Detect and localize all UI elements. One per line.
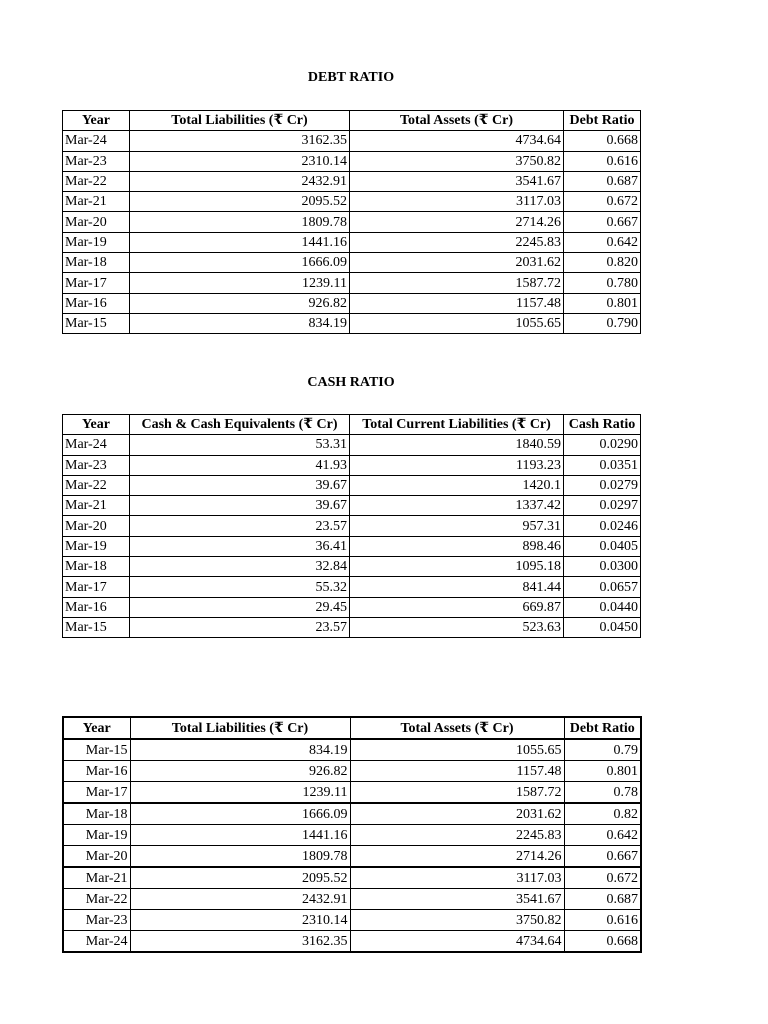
cell-year: Mar-17 [63, 782, 130, 804]
cell-col2: 32.84 [130, 557, 350, 577]
cell-year: Mar-24 [63, 931, 130, 953]
table-row [63, 577, 641, 597]
table-header-row [63, 415, 641, 435]
cell-year: Mar-22 [63, 889, 130, 910]
cell-col3: 1587.72 [350, 273, 564, 293]
cell-col3: 898.46 [350, 536, 564, 556]
header-total-assets: Total Assets (₹ Cr) [350, 717, 564, 739]
cell-col2: 53.31 [130, 435, 350, 455]
table-row [63, 171, 641, 191]
cell-col3: 1193.23 [350, 455, 564, 475]
cell-col2: 2095.52 [130, 867, 350, 889]
cell-col3: 1587.72 [350, 782, 564, 804]
cell-ratio: 0.687 [564, 171, 641, 191]
cell-col3: 3750.82 [350, 910, 564, 931]
cell-col2: 29.45 [130, 597, 350, 617]
cell-year: Mar-23 [63, 151, 130, 171]
cell-col2: 39.67 [130, 496, 350, 516]
cell-col3: 1337.42 [350, 496, 564, 516]
cell-year: Mar-16 [63, 761, 130, 782]
cell-col2: 2310.14 [130, 910, 350, 931]
cell-ratio: 0.0657 [564, 577, 641, 597]
header-cash-equivalents: Cash & Cash Equivalents (₹ Cr) [130, 415, 350, 435]
cell-ratio: 0.780 [564, 273, 641, 293]
cell-col3: 1157.48 [350, 761, 564, 782]
header-debt-ratio: Debt Ratio [564, 717, 641, 739]
cell-ratio: 0.0297 [564, 496, 641, 516]
cell-year: Mar-15 [63, 617, 130, 637]
cell-ratio: 0.668 [564, 131, 641, 151]
cell-ratio: 0.801 [564, 293, 641, 313]
cell-col3: 2031.62 [350, 803, 564, 825]
cell-ratio: 0.642 [564, 232, 641, 252]
cell-col2: 2432.91 [130, 171, 350, 191]
table-row [63, 846, 641, 868]
cell-col3: 2714.26 [350, 212, 564, 232]
header-total-liabilities: Total Liabilities (₹ Cr) [130, 111, 350, 131]
cell-col3: 3541.67 [350, 889, 564, 910]
cell-year: Mar-19 [63, 536, 130, 556]
cell-col2: 41.93 [130, 455, 350, 475]
cell-ratio: 0.0279 [564, 475, 641, 495]
table-row [63, 761, 641, 782]
table-row [63, 192, 641, 212]
cell-year: Mar-15 [63, 313, 130, 333]
cell-ratio: 0.0405 [564, 536, 641, 556]
cell-ratio: 0.79 [564, 739, 641, 761]
cell-year: Mar-18 [63, 803, 130, 825]
table-row [63, 496, 641, 516]
cell-col3: 1095.18 [350, 557, 564, 577]
cash-ratio-title: CASH RATIO [307, 375, 395, 390]
cell-col2: 926.82 [130, 293, 350, 313]
cell-col3: 841.44 [350, 577, 564, 597]
cell-ratio: 0.672 [564, 867, 641, 889]
cell-col2: 36.41 [130, 536, 350, 556]
debt-ratio-table [62, 110, 641, 334]
cell-col3: 957.31 [350, 516, 564, 536]
table-row [63, 131, 641, 151]
table-row [63, 782, 641, 804]
cell-year: Mar-24 [63, 131, 130, 151]
cell-col2: 834.19 [130, 739, 350, 761]
table-row [63, 253, 641, 273]
cell-col2: 2095.52 [130, 192, 350, 212]
cell-year: Mar-18 [63, 253, 130, 273]
cell-ratio: 0.642 [564, 825, 641, 846]
cell-year: Mar-19 [63, 825, 130, 846]
cell-year: Mar-17 [63, 577, 130, 597]
table-row [63, 435, 641, 455]
cell-col2: 23.57 [130, 516, 350, 536]
cell-col3: 1055.65 [350, 739, 564, 761]
table-row [63, 910, 641, 931]
header-total-assets: Total Assets (₹ Cr) [350, 111, 564, 131]
header-year: Year [63, 111, 130, 131]
cell-year: Mar-20 [63, 516, 130, 536]
cell-col2: 2310.14 [130, 151, 350, 171]
header-total-current-liabilities: Total Current Liabilities (₹ Cr) [350, 415, 564, 435]
cell-col3: 4734.64 [350, 931, 564, 953]
cell-col2: 3162.35 [130, 131, 350, 151]
cell-col2: 834.19 [130, 313, 350, 333]
cell-ratio: 0.0450 [564, 617, 641, 637]
cash-ratio-table [62, 414, 641, 638]
header-total-liabilities: Total Liabilities (₹ Cr) [130, 717, 350, 739]
cell-col2: 1809.78 [130, 212, 350, 232]
table-row [63, 557, 641, 577]
cell-ratio: 0.78 [564, 782, 641, 804]
cell-year: Mar-23 [63, 455, 130, 475]
table-row [63, 825, 641, 846]
cell-col3: 523.63 [350, 617, 564, 637]
table-row [63, 889, 641, 910]
cell-ratio: 0.0440 [564, 597, 641, 617]
table-row [63, 273, 641, 293]
cell-ratio: 0.687 [564, 889, 641, 910]
cell-col3: 2031.62 [350, 253, 564, 273]
cell-year: Mar-16 [63, 293, 130, 313]
cell-year: Mar-24 [63, 435, 130, 455]
cell-ratio: 0.0300 [564, 557, 641, 577]
cell-col3: 1055.65 [350, 313, 564, 333]
cell-col2: 2432.91 [130, 889, 350, 910]
cell-col2: 926.82 [130, 761, 350, 782]
table-row [63, 536, 641, 556]
cell-ratio: 0.616 [564, 910, 641, 931]
table-row [63, 931, 641, 953]
table-row [63, 739, 641, 761]
debt-ratio-ascending-table [62, 716, 642, 953]
table-header-row [63, 111, 641, 131]
cell-year: Mar-21 [63, 192, 130, 212]
header-cash-ratio: Cash Ratio [564, 415, 641, 435]
table-row [63, 516, 641, 536]
cell-col3: 4734.64 [350, 131, 564, 151]
cell-ratio: 0.82 [564, 803, 641, 825]
cell-year: Mar-23 [63, 910, 130, 931]
cell-col2: 1809.78 [130, 846, 350, 868]
cell-year: Mar-20 [63, 846, 130, 868]
cell-year: Mar-19 [63, 232, 130, 252]
table-row [63, 232, 641, 252]
cell-col2: 1666.09 [130, 253, 350, 273]
cell-col3: 2245.83 [350, 232, 564, 252]
header-year: Year [63, 415, 130, 435]
table-row [63, 151, 641, 171]
cell-col3: 3750.82 [350, 151, 564, 171]
cell-year: Mar-16 [63, 597, 130, 617]
cell-ratio: 0.790 [564, 313, 641, 333]
table-row [63, 212, 641, 232]
cell-year: Mar-15 [63, 739, 130, 761]
cell-col3: 669.87 [350, 597, 564, 617]
table-row [63, 867, 641, 889]
cell-col2: 1441.16 [130, 825, 350, 846]
table-row [63, 293, 641, 313]
cell-year: Mar-21 [63, 496, 130, 516]
cell-col2: 55.32 [130, 577, 350, 597]
cell-col3: 2245.83 [350, 825, 564, 846]
cell-col2: 23.57 [130, 617, 350, 637]
cell-col3: 3117.03 [350, 867, 564, 889]
debt-ratio-title: DEBT RATIO [307, 70, 395, 85]
table-row [63, 313, 641, 333]
cell-year: Mar-20 [63, 212, 130, 232]
cell-year: Mar-21 [63, 867, 130, 889]
cell-col2: 1239.11 [130, 782, 350, 804]
cell-col3: 1840.59 [350, 435, 564, 455]
cell-year: Mar-18 [63, 557, 130, 577]
table-row [63, 475, 641, 495]
cell-col3: 2714.26 [350, 846, 564, 868]
table-row [63, 455, 641, 475]
cell-ratio: 0.0351 [564, 455, 641, 475]
cell-ratio: 0.0246 [564, 516, 641, 536]
table-row [63, 597, 641, 617]
cell-ratio: 0.668 [564, 931, 641, 953]
table-row [63, 617, 641, 637]
cell-ratio: 0.801 [564, 761, 641, 782]
cell-ratio: 0.820 [564, 253, 641, 273]
cell-ratio: 0.0290 [564, 435, 641, 455]
header-year: Year [63, 717, 130, 739]
cell-col3: 1157.48 [350, 293, 564, 313]
cell-col2: 3162.35 [130, 931, 350, 953]
cell-ratio: 0.667 [564, 212, 641, 232]
header-debt-ratio: Debt Ratio [564, 111, 641, 131]
cell-ratio: 0.616 [564, 151, 641, 171]
cell-year: Mar-22 [63, 171, 130, 191]
cell-year: Mar-17 [63, 273, 130, 293]
cell-ratio: 0.667 [564, 846, 641, 868]
cell-year: Mar-22 [63, 475, 130, 495]
cell-col2: 1239.11 [130, 273, 350, 293]
cell-col2: 1666.09 [130, 803, 350, 825]
cell-col2: 39.67 [130, 475, 350, 495]
cell-ratio: 0.672 [564, 192, 641, 212]
table-row [63, 803, 641, 825]
cell-col3: 3117.03 [350, 192, 564, 212]
cell-col2: 1441.16 [130, 232, 350, 252]
cell-col3: 1420.1 [350, 475, 564, 495]
table-header-row [63, 717, 641, 739]
cell-col3: 3541.67 [350, 171, 564, 191]
